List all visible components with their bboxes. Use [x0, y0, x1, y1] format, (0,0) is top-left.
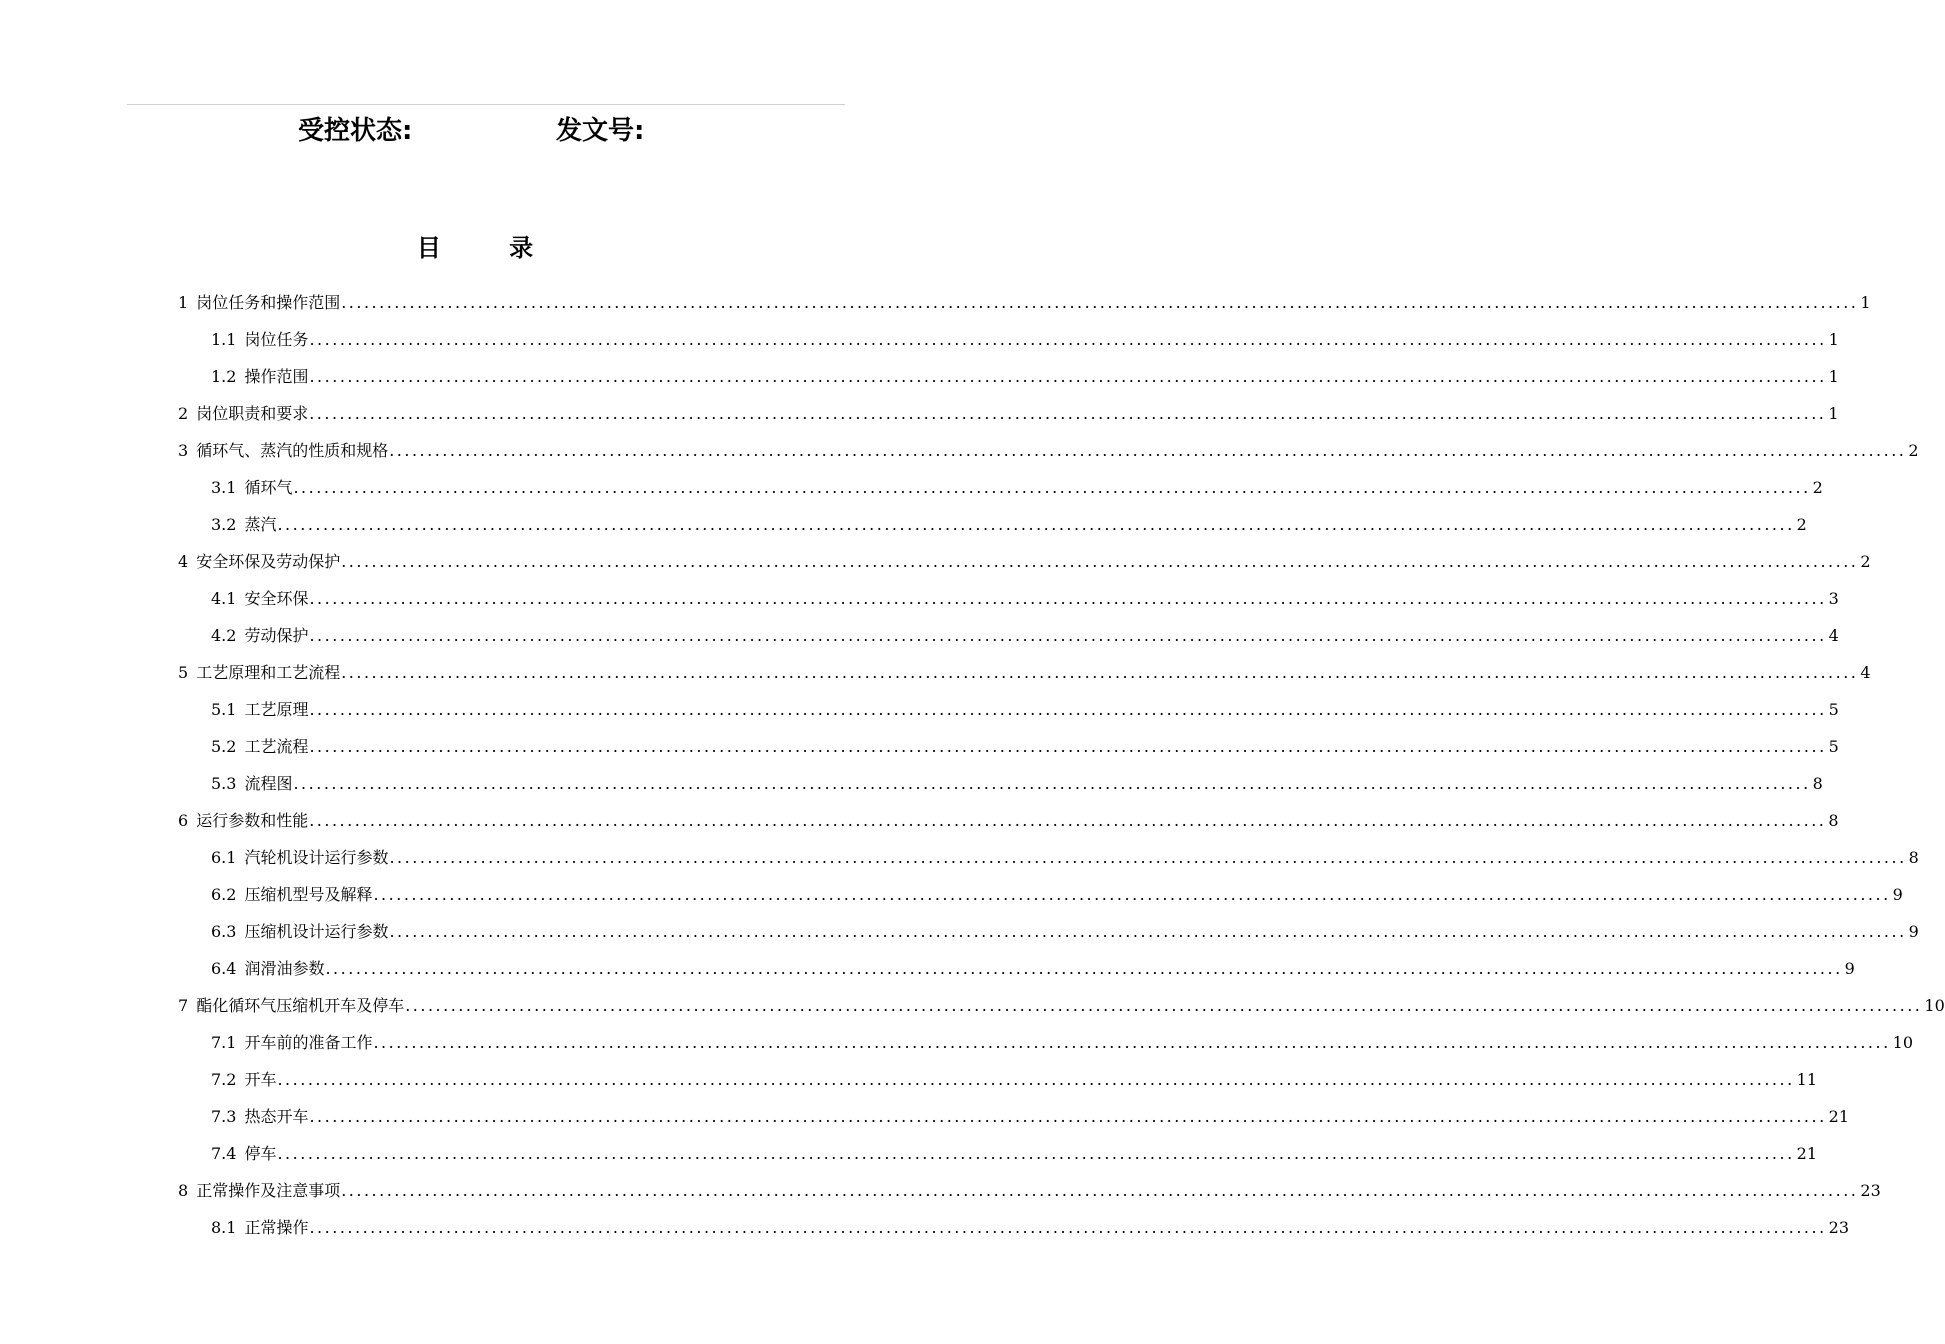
toc-entry-page: 21: [1796, 1144, 1818, 1163]
toc-entry-number: 8: [178, 1181, 189, 1200]
toc-dot-leader: ........................................................................................................................................................................................................: [309, 626, 1827, 645]
toc-entry-number: 6.2: [211, 885, 237, 904]
toc-entry-number: 5.1: [211, 700, 237, 719]
toc-entry-page: 8: [1908, 848, 1919, 867]
toc-entry-number: 6: [178, 811, 189, 830]
toc-entry-number: 6.1: [211, 848, 237, 867]
toc-entry-number: 7.3: [211, 1107, 237, 1126]
toc-dot-leader: ........................................................................................................................................................................................................: [309, 589, 1827, 608]
toc-entry[interactable]: [178, 654, 1871, 691]
toc-entry-number: 7: [178, 996, 189, 1015]
toc-entry[interactable]: [178, 432, 1919, 469]
toc-entry-number: 5.3: [211, 774, 237, 793]
toc-entry[interactable]: [178, 987, 1945, 1024]
toc-entry-label: 压缩机型号及解释: [244, 885, 373, 904]
table-of-contents: [178, 284, 1945, 1246]
toc-entry-number: 3.1: [211, 478, 237, 497]
toc-entry[interactable]: [178, 506, 1807, 543]
toc-entry[interactable]: [178, 1098, 1850, 1135]
toc-entry[interactable]: [178, 1135, 1818, 1172]
toc-entry[interactable]: [178, 1024, 1914, 1061]
header-rule: [127, 104, 845, 105]
toc-entry-label: 压缩机设计运行参数: [244, 922, 389, 941]
toc-entry[interactable]: [178, 950, 1855, 987]
toc-entry-label: 循环气、蒸汽的性质和规格: [196, 441, 389, 460]
toc-dot-leader: ........................................................................................................................................................................................................: [277, 515, 1795, 534]
toc-entry[interactable]: [178, 358, 1839, 395]
toc-entry-page: 11: [1796, 1070, 1818, 1089]
toc-entry[interactable]: [178, 839, 1919, 876]
toc-entry-number: 6.3: [211, 922, 237, 941]
toc-entry-label: 正常操作: [244, 1218, 309, 1237]
toc-entry-number: 8.1: [211, 1218, 237, 1237]
toc-entry-label: 停车: [244, 1144, 277, 1163]
toc-entry[interactable]: [178, 728, 1839, 765]
toc-entry-number: 4.2: [211, 626, 237, 645]
toc-entry-page: 2: [1860, 552, 1871, 571]
toc-dot-leader: ........................................................................................................................................................................................................: [325, 959, 1843, 978]
toc-entry-label: 岗位任务: [244, 330, 309, 349]
toc-entry-label: 工艺流程: [244, 737, 309, 756]
toc-entry-label: 开车: [244, 1070, 277, 1089]
toc-entry[interactable]: [178, 876, 1903, 913]
toc-entry-number: 7.2: [211, 1070, 237, 1089]
toc-entry[interactable]: [178, 802, 1839, 839]
toc-entry-label: 润滑油参数: [244, 959, 325, 978]
toc-entry-label: 岗位任务和操作范围: [196, 293, 341, 312]
toc-dot-leader: ........................................................................................................................................................................................................: [277, 1144, 1795, 1163]
toc-entry-label: 蒸汽: [244, 515, 277, 534]
toc-entry-label: 岗位职责和要求: [196, 404, 309, 423]
toc-entry-label: 工艺原理和工艺流程: [196, 663, 341, 682]
toc-dot-leader: ........................................................................................................................................................................................................: [389, 848, 1907, 867]
toc-entry-label: 正常操作及注意事项: [196, 1181, 341, 1200]
toc-entry-page: 8: [1812, 774, 1823, 793]
toc-entry[interactable]: [178, 1061, 1818, 1098]
toc-entry-page: 5: [1828, 737, 1839, 756]
toc-dot-leader: ........................................................................................................................................................................................................: [309, 404, 1827, 423]
toc-entry-page: 2: [1812, 478, 1823, 497]
toc-entry-number: 5: [178, 663, 189, 682]
toc-entry-number: 4.1: [211, 589, 237, 608]
toc-entry[interactable]: [178, 1172, 1881, 1209]
toc-entry-number: 1.1: [211, 330, 237, 349]
toc-entry-page: 1: [1828, 330, 1839, 349]
toc-dot-leader: ........................................................................................................................................................................................................: [389, 441, 1907, 460]
document-number-label: 发文号:: [556, 116, 645, 146]
toc-entry-page: 9: [1844, 959, 1855, 978]
toc-entry-page: 23: [1828, 1218, 1850, 1237]
toc-entry-number: 7.4: [211, 1144, 237, 1163]
toc-entry-page: 2: [1796, 515, 1807, 534]
toc-entry-label: 循环气: [244, 478, 293, 497]
toc-entry[interactable]: [178, 395, 1839, 432]
toc-dot-leader: ........................................................................................................................................................................................................: [309, 811, 1827, 830]
toc-entry-page: 10: [1892, 1033, 1914, 1052]
toc-dot-leader: ........................................................................................................................................................................................................: [341, 293, 1859, 312]
toc-entry[interactable]: [178, 691, 1839, 728]
toc-entry-number: 7.1: [211, 1033, 237, 1052]
toc-dot-leader: ........................................................................................................................................................................................................: [309, 1107, 1827, 1126]
toc-entry-label: 劳动保护: [244, 626, 309, 645]
toc-dot-leader: ........................................................................................................................................................................................................: [277, 1070, 1795, 1089]
toc-dot-leader: ........................................................................................................................................................................................................: [389, 922, 1907, 941]
toc-entry[interactable]: [178, 321, 1839, 358]
toc-dot-leader: ........................................................................................................................................................................................................: [309, 367, 1827, 386]
toc-entry-page: 4: [1828, 626, 1839, 645]
toc-entry-page: 5: [1828, 700, 1839, 719]
toc-entry-page: 1: [1828, 367, 1839, 386]
toc-entry-number: 1: [178, 293, 189, 312]
control-header: [0, 111, 950, 151]
toc-entry[interactable]: [178, 913, 1919, 950]
toc-dot-leader: ........................................................................................................................................................................................................: [405, 996, 1923, 1015]
toc-entry-number: 1.2: [211, 367, 237, 386]
toc-title: 目 录: [416, 234, 564, 262]
toc-entry-label: 开车前的准备工作: [244, 1033, 373, 1052]
toc-dot-leader: ........................................................................................................................................................................................................: [293, 478, 1811, 497]
toc-entry-page: 9: [1908, 922, 1919, 941]
toc-entry-page: 2: [1908, 441, 1919, 460]
toc-entry[interactable]: [178, 469, 1823, 506]
toc-entry[interactable]: [178, 284, 1871, 321]
toc-entry-label: 操作范围: [244, 367, 309, 386]
toc-entry-page: 1: [1828, 404, 1839, 423]
toc-entry-label: 流程图: [244, 774, 293, 793]
toc-entry-label: 热态开车: [244, 1107, 309, 1126]
toc-entry-label: 酯化循环气压缩机开车及停车: [196, 996, 405, 1015]
toc-entry-number: 3.2: [211, 515, 237, 534]
toc-dot-leader: ........................................................................................................................................................................................................: [309, 700, 1827, 719]
toc-entry[interactable]: [178, 580, 1839, 617]
toc-entry-label: 汽轮机设计运行参数: [244, 848, 389, 867]
toc-entry-number: 6.4: [211, 959, 237, 978]
toc-entry-page: 10: [1924, 996, 1945, 1015]
toc-entry-page: 21: [1828, 1107, 1850, 1126]
toc-dot-leader: ........................................................................................................................................................................................................: [373, 1033, 1891, 1052]
toc-dot-leader: ........................................................................................................................................................................................................: [341, 1181, 1859, 1200]
toc-dot-leader: ........................................................................................................................................................................................................: [293, 774, 1811, 793]
toc-entry-page: 8: [1828, 811, 1839, 830]
toc-entry-label: 工艺原理: [244, 700, 309, 719]
toc-entry[interactable]: [178, 1209, 1850, 1246]
toc-entry-number: 4: [178, 552, 189, 571]
control-status-label: 受控状态:: [298, 116, 413, 146]
toc-dot-leader: ........................................................................................................................................................................................................: [373, 885, 1891, 904]
toc-entry-page: 23: [1860, 1181, 1881, 1200]
toc-entry-page: 3: [1828, 589, 1839, 608]
toc-entry-number: 3: [178, 441, 189, 460]
toc-entry-label: 运行参数和性能: [196, 811, 309, 830]
toc-dot-leader: ........................................................................................................................................................................................................: [309, 330, 1827, 349]
toc-entry[interactable]: [178, 543, 1871, 580]
toc-entry[interactable]: [178, 617, 1839, 654]
toc-entry-page: 9: [1892, 885, 1903, 904]
toc-dot-leader: ........................................................................................................................................................................................................: [341, 552, 1859, 571]
toc-entry-page: 4: [1860, 663, 1871, 682]
toc-entry-number: 5.2: [211, 737, 237, 756]
toc-entry-label: 安全环保: [244, 589, 309, 608]
toc-entry[interactable]: [178, 765, 1823, 802]
toc-entry-label: 安全环保及劳动保护: [196, 552, 341, 571]
toc-dot-leader: ........................................................................................................................................................................................................: [309, 737, 1827, 756]
toc-entry-page: 1: [1860, 293, 1871, 312]
toc-dot-leader: ........................................................................................................................................................................................................: [341, 663, 1859, 682]
toc-entry-number: 2: [178, 404, 189, 423]
toc-dot-leader: ........................................................................................................................................................................................................: [309, 1218, 1827, 1237]
